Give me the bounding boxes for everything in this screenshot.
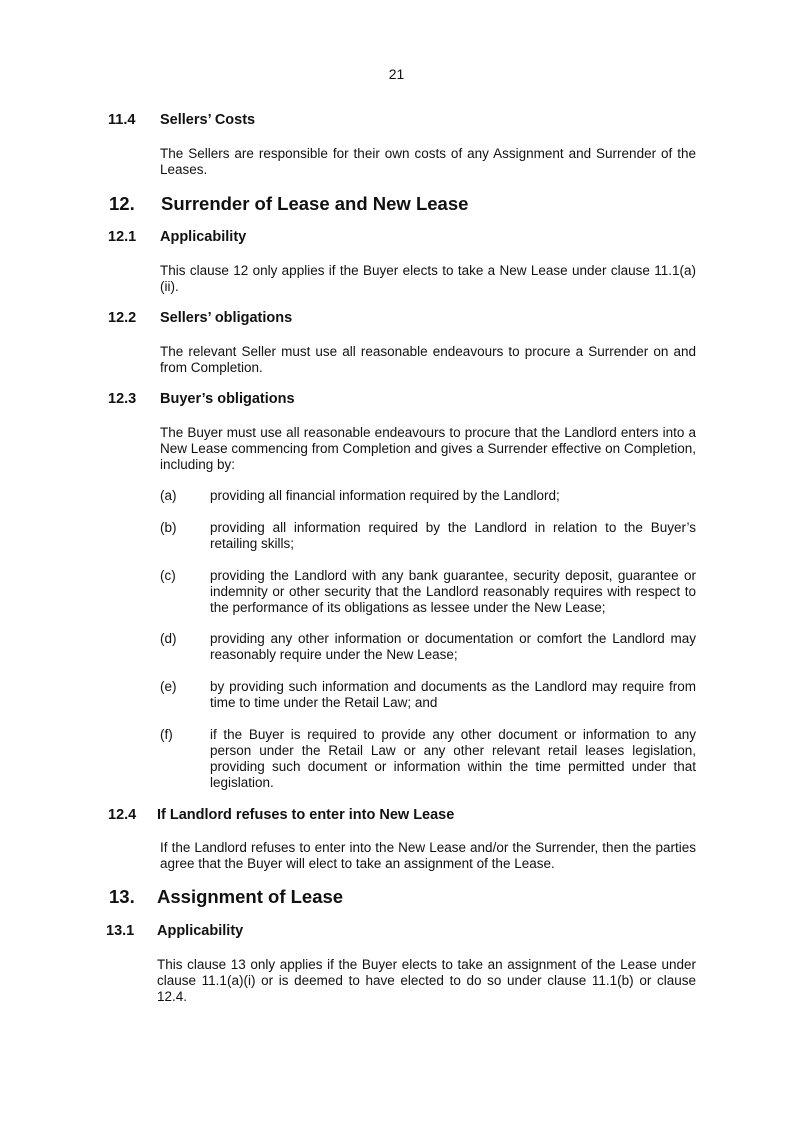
list-item: providing any other information or documentation or comfort the Landlord may reasonably require under the New Lease;: [210, 631, 696, 662]
chapter-number: 13.: [109, 886, 135, 907]
chapter-heading: Surrender of Lease and New Lease: [161, 193, 469, 214]
section-body: The Buyer must use all reasonable endeavours to procure that the Landlord enters into a New Lease commencing from Completion and gives a Surrender effective on Completion, including by:: [160, 425, 696, 472]
section-number: 12.4: [108, 807, 137, 823]
section-number: 11.4: [108, 112, 136, 128]
section-body: The Sellers are responsible for their own costs of any Assignment and Surrender of the Leases.: [160, 146, 696, 177]
section-heading: Sellers’ obligations: [160, 310, 293, 326]
section-number: 12.3: [108, 391, 137, 407]
list-item: providing all financial information required by the Landlord;: [210, 488, 560, 503]
section-body: If the Landlord refuses to enter into the New Lease and/or the Surrender, then the parties agree that the Buyer will elect to take an assignment of the Lease.: [160, 840, 696, 871]
section-body: The relevant Seller must use all reasonable endeavours to procure a Surrender on and from Completion.: [160, 344, 696, 375]
list-item: by providing such information and documents as the Landlord may require from time to time under the Retail Law; and: [210, 679, 696, 710]
section-number: 12.1: [108, 229, 137, 245]
section-heading: Applicability: [160, 229, 247, 245]
list-item: providing all information required by the Landlord in relation to the Buyer’s retailing skills;: [210, 520, 696, 551]
section-heading: Applicability: [157, 923, 244, 939]
list-item-label: (e): [160, 679, 177, 694]
list-item-label: (a): [160, 488, 177, 503]
list-item-label: (f): [160, 727, 173, 742]
list-item-label: (c): [160, 568, 176, 583]
list-item-label: (b): [160, 520, 177, 535]
chapter-heading: Assignment of Lease: [157, 886, 344, 907]
list-item: if the Buyer is required to provide any other document or information to any person under the Retail Law or any other relevant retail leases legislation, providing such document or information within the time permitted under that legislation.: [210, 727, 696, 790]
chapter-number: 12.: [109, 193, 135, 214]
section-heading: Sellers’ Costs: [160, 112, 256, 128]
list-item: providing the Landlord with any bank guarantee, security deposit, guarantee or indemnity or other security that the Landlord reasonably requires with respect to the performance of its obligations as lessee under the New Lease;: [210, 568, 696, 615]
list-item-label: (d): [160, 631, 177, 646]
section-heading: Buyer’s obligations: [160, 391, 295, 407]
section-body: This clause 13 only applies if the Buyer elects to take an assignment of the Lease under clause 11.1(a)(i) or is deemed to have elected to do so under clause 11.1(b) or clause 12.4.: [157, 957, 696, 1004]
section-number: 12.2: [108, 310, 137, 326]
section-heading: If Landlord refuses to enter into New Lease: [157, 807, 455, 823]
section-number: 13.1: [106, 923, 135, 939]
section-body: This clause 12 only applies if the Buyer elects to take a New Lease under clause 11.1(a)(ii).: [160, 263, 696, 294]
page-number: 21: [388, 66, 405, 82]
